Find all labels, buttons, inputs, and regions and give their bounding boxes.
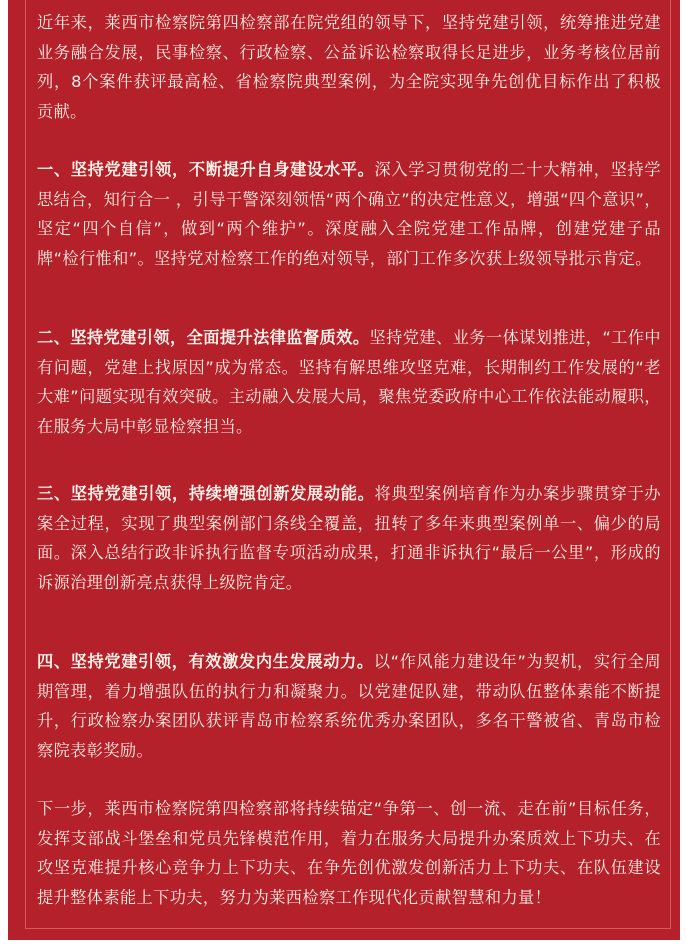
article-body (37, 8, 661, 912)
paragraph-intro-text: 近年来，莱西市检察院第四检察部在院党组的领导下，坚持党建引领，统筹推进党建业务融合发展，民事检察、行政检察、公益诉讼检察取得长足进步，业务考核位居前列，8个案件获评最高检、省检察院典型案例，为全院实现争先创优目标作出了积极贡献。 (37, 13, 661, 121)
section-2-heading: 二、坚持党建引领，全面提升法律监督质效。 (37, 328, 370, 347)
article-panel (8, 0, 680, 940)
section-3-heading: 三、坚持党建引领，持续增强创新发展动能。 (37, 484, 375, 503)
paragraph-section-4 (37, 647, 661, 765)
paragraph-section-1 (37, 155, 661, 273)
paragraph-section-2 (37, 323, 661, 441)
section-3-text: 将典型案例培育作为办案步骤贯穿于办案全过程，实现了典型案例部门条线全覆盖，扭转了多年来典型案例单一、偏少的局面。深入总结行政非诉执行监督专项活动成果，打通非诉执行“最后一公里”，形成的诉源治理创新亮点获得上级院肯定。 (37, 484, 661, 592)
section-1-heading: 一、坚持党建引领，不断提升自身建设水平。 (37, 160, 375, 179)
paragraph-section-3 (37, 479, 661, 597)
paragraph-conclusion-text: 下一步，莱西市检察院第四检察部将持续锚定“争第一、创一流、走在前”目标任务，发挥支部战斗堡垒和党员先锋模范作用，着力在服务大局提升办案质效上下功夫、在攻坚克难提升核心竞争力上下功夫、在争先创优激发创新活力上下功夫、在队伍建设提升整体素能上下功夫，努力为莱西检察工作现代化贡献智慧和力量！ (37, 799, 661, 907)
section-2-text: 坚持党建、业务一体谋划推进，“工作中有问题，党建上找原因”成为常态。坚持有解思维攻坚克难，长期制约工作发展的“老大难”问题实现有效突破。主动融入发展大局，聚焦党委政府中心工作依法能动履职，在服务大局中彰显检察担当。 (37, 328, 661, 436)
paragraph-conclusion (37, 794, 661, 912)
paragraph-intro (37, 8, 661, 126)
section-4-text: 以“作风能力建设年”为契机，实行全周期管理，着力增强队伍的执行力和凝聚力。以党建促队建，带动队伍整体素能不断提升，行政检察办案团队获评青岛市检察系统优秀办案团队，多名干警被省、青岛市检察院表彰奖励。 (37, 652, 661, 760)
section-1-text: 深入学习贯彻党的二十大精神，坚持学思结合，知行合一 ，引导干警深刻领悟“两个确立”的决定性意义，增强“四个意识”，坚定“四个自信”，做到“两个维护”。深度融入全院党建工作品牌，创建党建子品牌“检行惟和”。坚持党对检察工作的绝对领导，部门工作多次获上级领导批示肯定。 (37, 160, 661, 268)
section-4-heading: 四、坚持党建引领，有效激发内生发展动力。 (37, 652, 374, 671)
